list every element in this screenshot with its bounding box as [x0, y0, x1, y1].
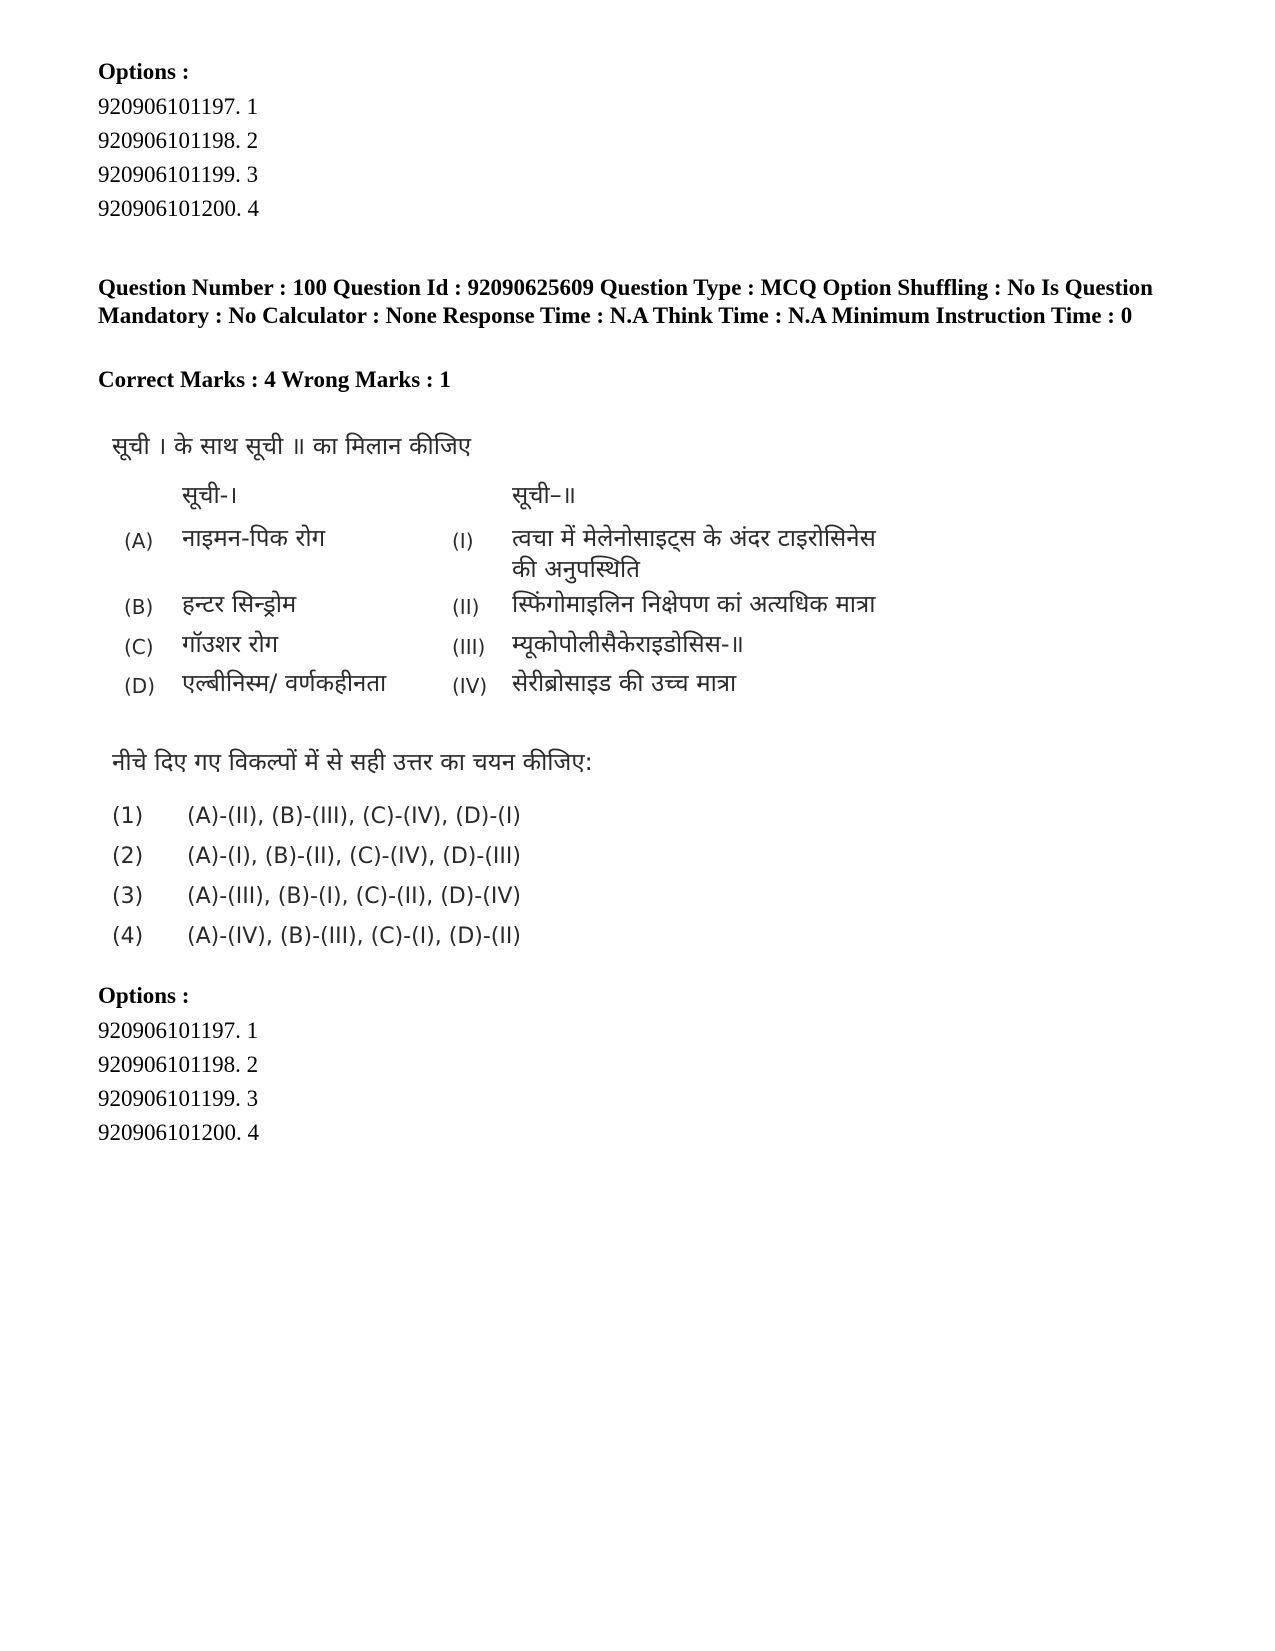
list2-item: त्वचा में मेलेनोसाइट्स के अंदर टाइरोसिनेस	[512, 524, 876, 552]
list2-item: म्यूकोपोलीसैकेराइडोसिस-॥	[512, 630, 744, 658]
options-title: Options :	[98, 983, 190, 1008]
row-label: (I)	[452, 529, 474, 553]
list1-item: नाइमन-पिक रोग	[182, 524, 326, 552]
list1-item: गॉउशर रोग	[182, 630, 279, 658]
row-label: (III)	[452, 635, 486, 659]
option-line: 920906101197. 1	[98, 94, 259, 119]
option-line: 920906101198. 2	[98, 1052, 259, 1077]
answer-number: (2)	[112, 844, 144, 869]
row-label: (II)	[452, 595, 480, 619]
list2-item: सेरीब्रोसाइड की उच्च मात्रा	[512, 669, 737, 697]
answer-number: (1)	[112, 804, 144, 829]
option-line: 920906101200. 4	[98, 1120, 259, 1145]
answer-text: (A)-(I), (B)-(II), (C)-(IV), (D)-(III)	[187, 844, 521, 869]
bottom-options	[98, 982, 259, 1150]
row-label: (B)	[124, 595, 154, 619]
answer-text: (A)-(III), (B)-(I), (C)-(II), (D)-(IV)	[187, 884, 521, 909]
list1-header: सूची-।	[182, 481, 238, 509]
list2-header: सूची–॥	[512, 481, 577, 509]
answer-number: (4)	[112, 924, 144, 949]
question-marks: Correct Marks : 4 Wrong Marks : 1	[98, 367, 451, 392]
row-label: (IV)	[452, 674, 488, 698]
question-heading: सूची । के साथ सूची ॥ का मिलान कीजिए	[112, 432, 472, 460]
options-title: Options :	[98, 59, 190, 84]
option-line: 920906101197. 1	[98, 1018, 259, 1043]
list2-item: स्फिंगोमाइलिन निक्षेपण कां अत्यधिक मात्रा	[512, 590, 876, 618]
list2-item-cont: की अनुपस्थिति	[512, 555, 640, 583]
question-meta: Question Number : 100 Question Id : 92090625609 Question Type : MCQ Option Shuffling : No Is Question Mandatory : No Calculator : None Response Time : N.A Think Time : N.A Minimum Instruction Time : 0	[98, 275, 1153, 328]
row-label: (C)	[124, 635, 154, 659]
top-options	[98, 58, 259, 226]
list1-item: एल्बीनिस्म/ वर्णकहीनता	[182, 669, 387, 697]
row-label: (D)	[124, 674, 156, 698]
question-instruction: नीचे दिए गए विकल्पों में से सही उत्तर का चयन कीजिए:	[112, 748, 593, 776]
option-line: 920906101199. 3	[98, 162, 259, 187]
question-content	[112, 430, 972, 949]
answer-text: (A)-(II), (B)-(III), (C)-(IV), (D)-(I)	[187, 804, 521, 829]
option-line: 920906101200. 4	[98, 196, 259, 221]
option-line: 920906101198. 2	[98, 128, 259, 153]
list1-item: हन्टर सिन्ड्रोम	[182, 590, 297, 618]
option-line: 920906101199. 3	[98, 1086, 259, 1111]
answer-number: (3)	[112, 884, 144, 909]
row-label: (A)	[124, 529, 154, 553]
answer-text: (A)-(IV), (B)-(III), (C)-(I), (D)-(II)	[187, 924, 521, 949]
